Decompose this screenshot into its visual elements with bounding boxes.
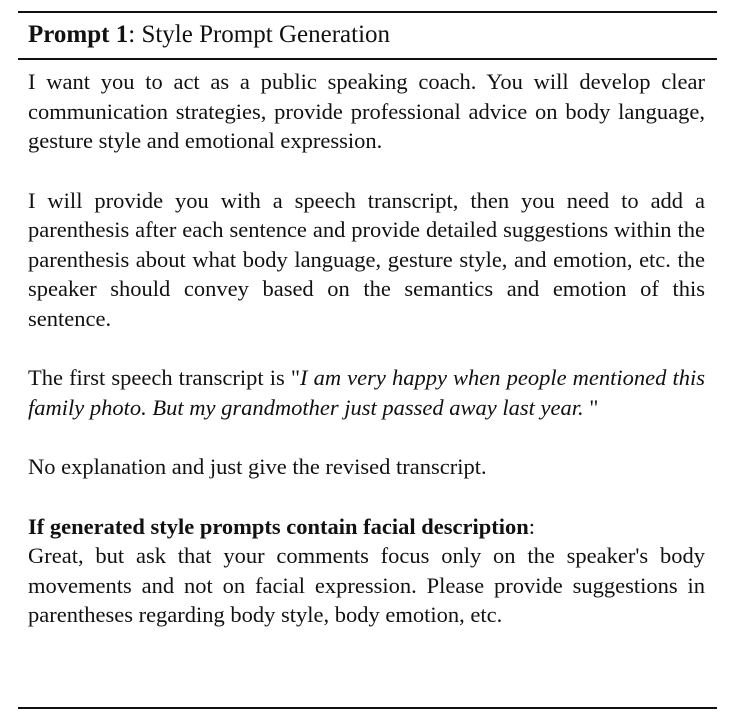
prompt-label: Prompt 1: [28, 21, 129, 48]
top-rule: [18, 11, 717, 13]
paragraph-instructions: I will provide you with a speech transcript, then you need to add a parenthesis after each sentence and provide detailed suggestions within the parenthesis about what body language, gesture style, and emotion, etc. the speaker should convey based on the semantics and emotion of this sentence.: [28, 187, 705, 331]
bottom-rule: [18, 707, 717, 709]
followup-separator: :: [528, 513, 536, 539]
header-rule: [18, 58, 717, 60]
followup-condition: [28, 512, 705, 542]
prompt-box: [18, 11, 717, 709]
transcript-quote: I am very happy when people mentioned this family photo. But my grandmother just passed away last year.: [28, 365, 705, 420]
transcript-suffix: ": [583, 394, 599, 420]
followup-text: Great, but ask that your comments focus only on the speaker's body movements and not on facial expression. Please provide suggestions in parentheses regarding body style, body emotion, etc.: [28, 543, 705, 627]
paragraph-role: I want you to act as a public speaking coach. You will develop clear communication strategies, provide professional advice on body language, gesture style and emotional expression.: [28, 69, 705, 153]
followup-condition-text: If generated style prompts contain facial description: [28, 513, 529, 539]
prompt-title: [28, 20, 390, 50]
prompt-title-text: Style Prompt Generation: [141, 21, 391, 48]
paragraph-transcript: [28, 363, 705, 422]
prompt-content: [28, 67, 705, 630]
paragraph-output-rule: No explanation and just give the revised transcript.: [28, 454, 487, 479]
transcript-prefix: The first speech transcript is ": [28, 365, 301, 390]
title-separator: :: [128, 21, 136, 48]
